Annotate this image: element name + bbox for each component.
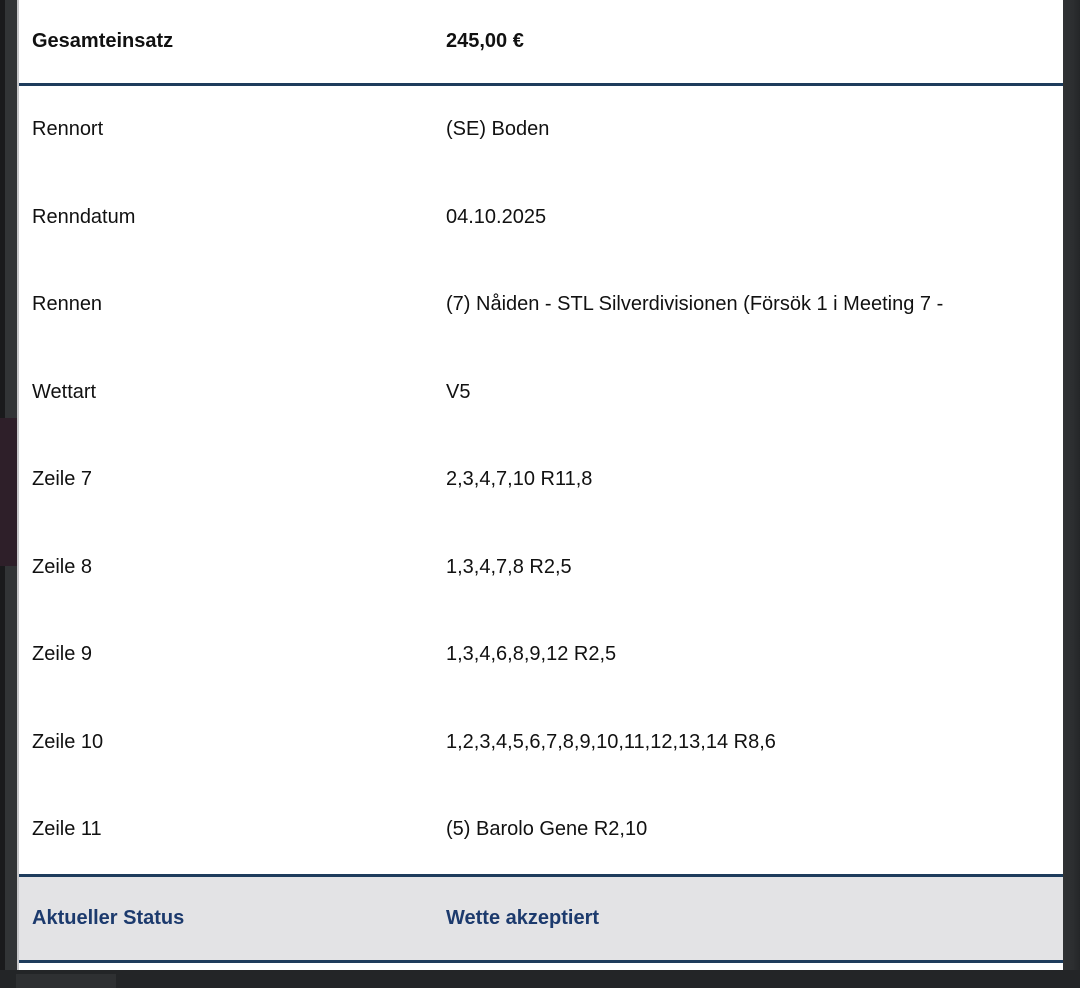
row-value: 1,2,3,4,5,6,7,8,9,10,11,12,13,14 R8,6 [446, 730, 776, 753]
detail-row-zeile-8 [19, 524, 1063, 612]
row-label: Zeile 10 [32, 730, 104, 753]
row-value: 2,3,4,7,10 R11,8 [446, 468, 593, 491]
detail-row-zeile-10 [19, 699, 1063, 787]
row-value: 04.10.2025 [446, 205, 547, 228]
row-value: 1,3,4,6,8,9,12 R2,5 [446, 643, 617, 666]
row-label: Zeile 9 [32, 643, 93, 666]
detail-row-wettart [19, 349, 1063, 437]
row-value: 1,3,4,7,8 R2,5 [446, 555, 572, 578]
page-edge-right [1063, 0, 1080, 970]
row-label: Renndatum [32, 205, 136, 228]
row-value: (SE) Boden [446, 118, 550, 141]
row-value: (5) Barolo Gene R2,10 [446, 818, 648, 841]
total-stake-label: Gesamteinsatz [32, 30, 174, 52]
detail-row-rennort [19, 86, 1063, 174]
row-label: Zeile 7 [32, 468, 93, 491]
detail-row-rennen [19, 261, 1063, 349]
page-edge-left-purple-band [0, 418, 17, 566]
total-stake-row [19, 0, 1063, 86]
detail-row-renndatum [19, 174, 1063, 262]
row-value: V5 [446, 380, 471, 403]
detail-row-zeile-9 [19, 611, 1063, 699]
bet-detail-panel [17, 0, 1063, 970]
page-edge-left [0, 0, 17, 970]
current-status-row [19, 874, 1063, 963]
row-value: (7) Nåiden - STL Silverdivisionen (Försök 1 i Meeting 7 - [446, 293, 944, 316]
status-label: Aktueller Status [32, 906, 185, 929]
row-label: Rennen [32, 293, 103, 316]
detail-row-zeile-11 [19, 786, 1063, 874]
page-edge-bottom [0, 970, 1080, 988]
status-value: Wette akzeptiert [446, 906, 600, 929]
detail-row-zeile-7 [19, 436, 1063, 524]
row-label: Rennort [32, 118, 104, 141]
total-stake-value: 245,00 € [446, 30, 524, 52]
row-label: Zeile 8 [32, 555, 93, 578]
row-label: Zeile 11 [32, 818, 102, 841]
page-edge-bottom-patch [16, 974, 116, 988]
row-label: Wettart [32, 380, 97, 403]
